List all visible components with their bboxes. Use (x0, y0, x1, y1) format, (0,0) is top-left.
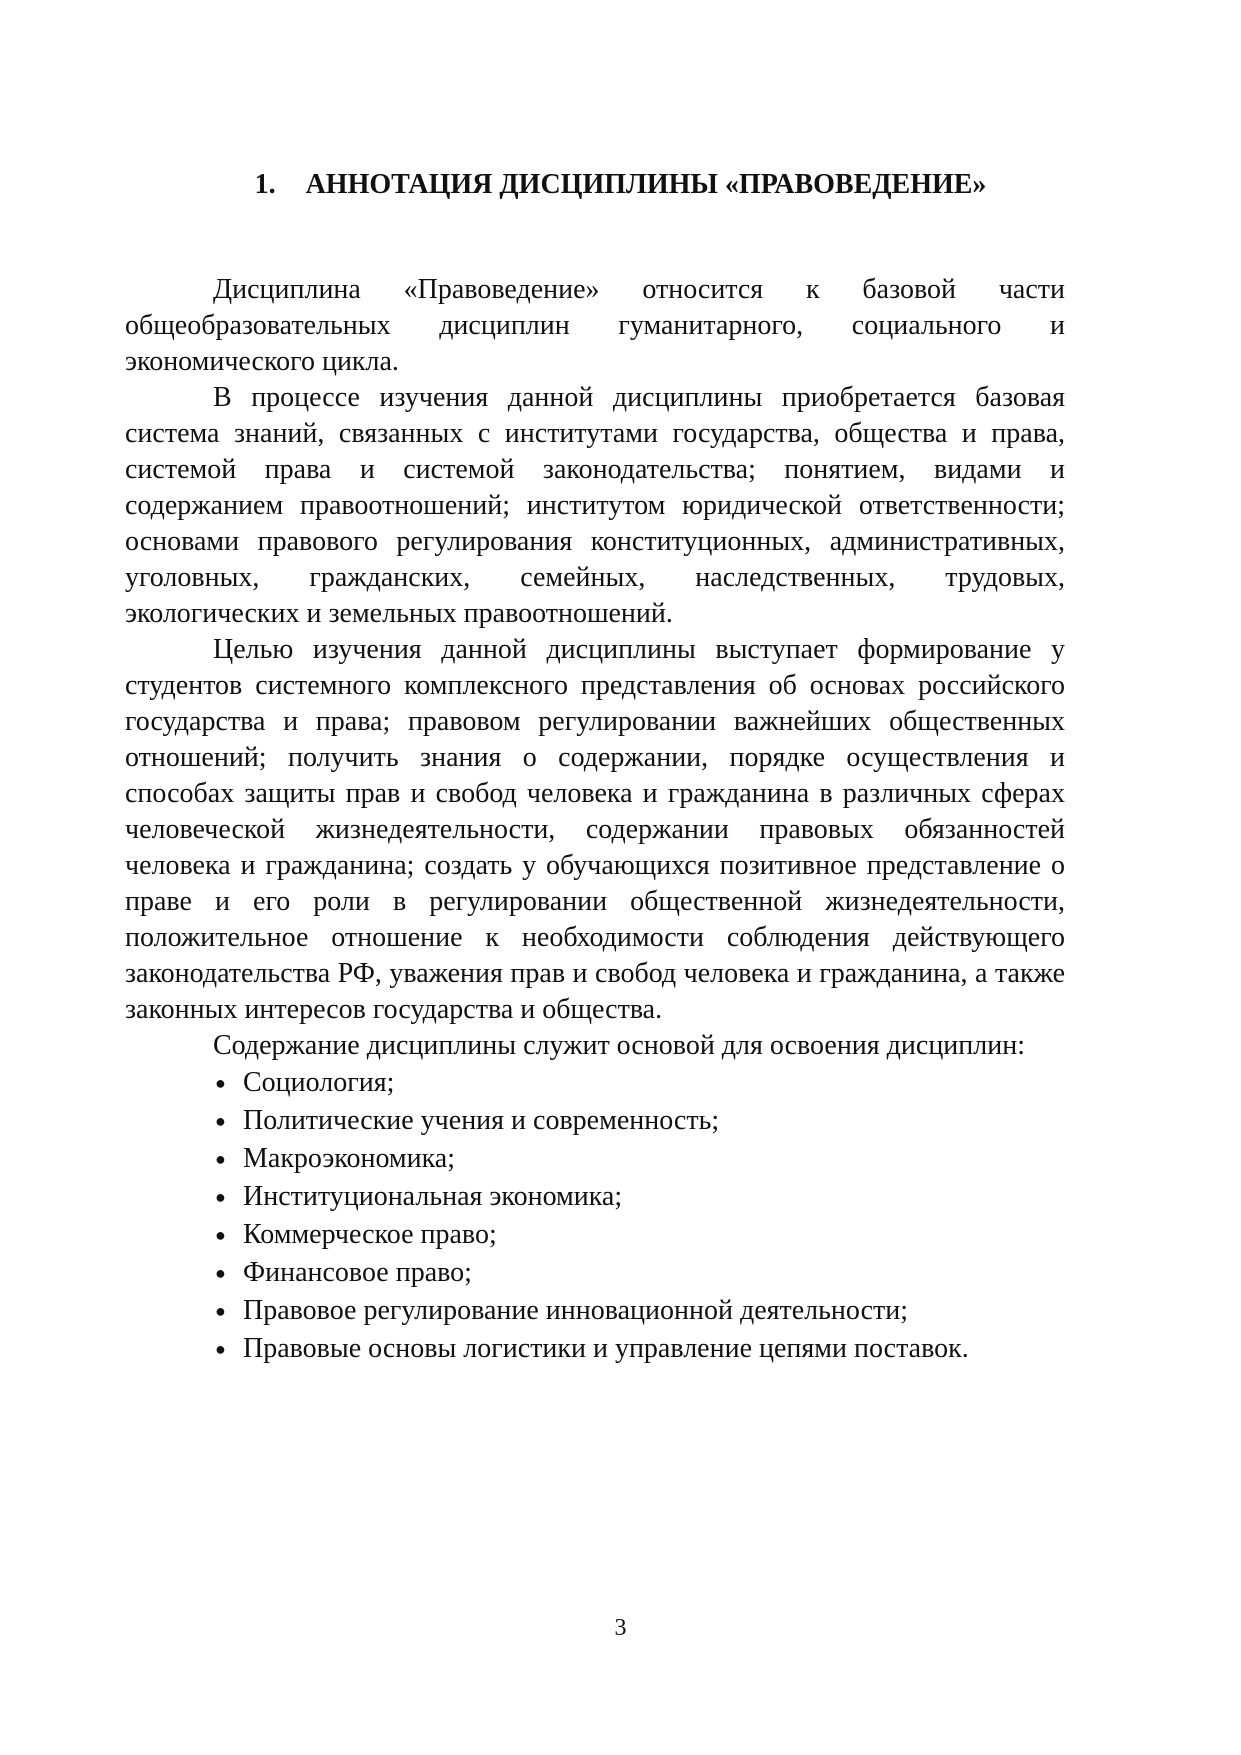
list-item: ● Финансовое право; (213, 1254, 1065, 1292)
list-item: ● Правовое регулирование инновационной деятельности; (213, 1292, 1065, 1330)
section-number: 1. (254, 169, 276, 200)
paragraph-knowledge-system: В процессе изучения данной дисциплины приобретается базовая система знаний, связанных с институтами государства, общества и права, системой права и системой законодательства; понятием, видами и содержанием правоотношений; институтом юридической ответственности; основами правового регулирования конституционных, административных, уголовных, гражданских, семейных, наследственных, трудовых, экологических и земельных правоотношений. (125, 382, 1065, 629)
paragraph-related-disciplines: Содержание дисциплины служит основой для освоения дисциплин: (213, 1030, 1025, 1061)
disciplines-list (125, 1064, 1065, 1368)
bullet-icon: ● (215, 1149, 226, 1169)
list-item: ● Институциональная экономика; (213, 1178, 1065, 1216)
list-item: ● Коммерческое право; (213, 1216, 1065, 1254)
bullet-icon: ● (215, 1111, 226, 1131)
list-item: ● Макроэкономика; (213, 1140, 1065, 1178)
bullet-icon: ● (215, 1073, 226, 1093)
bullet-icon: ● (215, 1301, 226, 1321)
paragraph-goal: Целью изучения данной дисциплины выступает формирование у студентов системного комплексного представления об основах российского государства и права; правовом регулировании важнейших общественных отношений; получить знания о содержании, порядке осуществления и способах защиты прав и свобод человека и гражданина в различных сферах человеческой жизнедеятельности, содержании правовых обязанностей человека и гражданина; создать у обучающихся позитивное представление о праве и его роли в регулировании общественной жизнедеятельности, положительное отношение к необходимости соблюдения действующего законодательства РФ, уважения прав и свобод человека и гражданина, а также законных интересов государства и общества. (125, 634, 1065, 1025)
paragraph-classification: Дисциплина «Правоведение» относится к базовой части общеобразовательных дисциплин гуманитарного, социального и экономического цикла. (125, 274, 1065, 377)
bullet-icon: ● (215, 1225, 226, 1245)
annotation-body (125, 272, 1065, 1368)
section-heading (150, 165, 1091, 205)
bullet-icon: ● (215, 1187, 226, 1207)
list-item: ● Правовые основы логистики и управление цепями поставок. (213, 1330, 1065, 1368)
bullet-icon: ● (215, 1263, 226, 1283)
list-item: ● Социология; (213, 1064, 1065, 1102)
section-title: АННОТАЦИЯ ДИСЦИПЛИНЫ «ПРАВОВЕДЕНИЕ» (305, 169, 987, 200)
list-item: ● Политические учения и современность; (213, 1102, 1065, 1140)
page-number: 3 (614, 1615, 627, 1641)
bullet-icon: ● (215, 1339, 226, 1359)
